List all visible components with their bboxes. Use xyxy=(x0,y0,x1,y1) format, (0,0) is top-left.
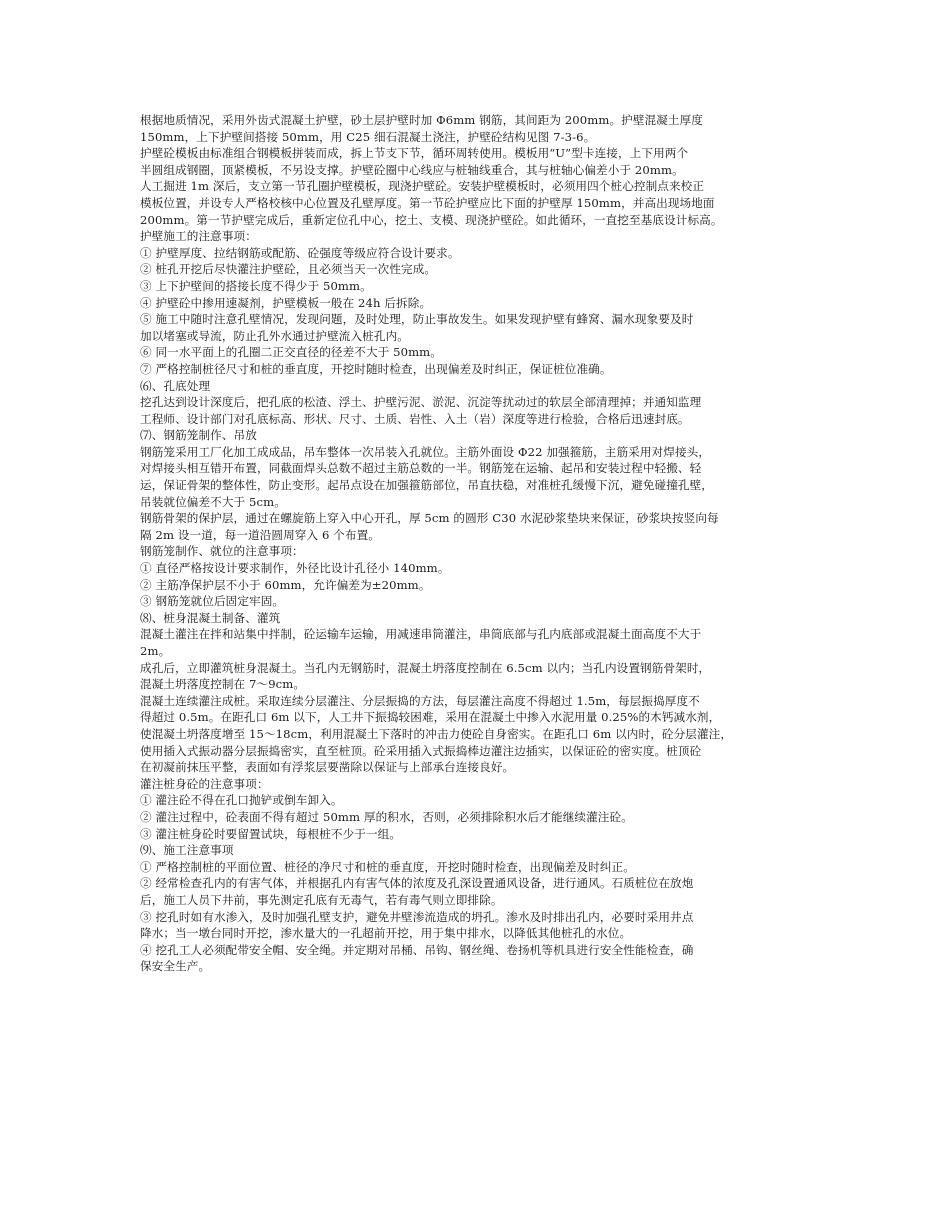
text-line: ③ 灌注桩身砼时要留置试块，每根桩不少于一组。 xyxy=(140,826,402,841)
text-line: 150mm，上下护壁间搭接 50mm，用 C25 细石混凝土浇注，护壁砼结构见图 7-3-6。 xyxy=(140,129,596,144)
text-line: ⑤ 施工中随时注意孔壁情况，发现问题，及时处理，防止事故发生。如果发现护壁有蜂窝、漏水现象要及时 xyxy=(140,312,694,327)
text-line: ⑺、钢筋笼制作、吊放 xyxy=(140,428,257,443)
text-line: ① 灌注砼不得在孔口抛铲或倒车卸入。 xyxy=(140,793,343,808)
text-line: 2m。 xyxy=(140,644,171,658)
text-line: 吊装就位偏差不大于 5cm。 xyxy=(140,494,286,509)
text-line: 隔 2m 设一道，每一道沿圆周穿入 6 个布置。 xyxy=(140,527,380,542)
text-line: ⑼、施工注意事项 xyxy=(140,843,234,858)
text-line: ④ 护壁砼中掺用速凝剂，护壁模板一般在 24h 后拆除。 xyxy=(140,295,432,310)
document-body xyxy=(140,112,816,975)
text-line: ② 桩孔开挖后尽快灌注护壁砼，且必须当天一次性完成。 xyxy=(140,262,437,277)
text-line: 保安全生产。 xyxy=(140,959,211,974)
text-line: 成孔后，立即灌筑桩身混凝土。当孔内无钢筋时，混凝土坍落度控制在 6.5cm 以内；当孔内设置钢筋骨架时， xyxy=(140,660,711,675)
text-line: 对焊接头相互错开布置，同截面焊头总数不超过主筋总数的一半。钢筋笼在运输、起吊和安装过程中轻搬、轻 xyxy=(140,461,702,476)
text-line: ① 护壁厚度、拉结钢筋或配筋、砼强度等级应符合设计要求。 xyxy=(140,245,460,260)
text-line: ① 直径严格按设计要求制作，外径比设计孔径小 140mm。 xyxy=(140,561,450,576)
text-line: 混凝土坍落度控制在 7～9cm。 xyxy=(140,677,306,692)
text-line: ② 主筋净保护层不小于 60mm，允许偏差为±20mm。 xyxy=(140,577,431,592)
text-line: 使混凝土坍落度增至 15～18cm，利用混凝土下落时的冲击力使砼自身密实。在距孔口 6m 以内时，砼分层灌注， xyxy=(140,726,733,741)
text-line: 后，施工人员下井前，事先测定孔底有无毒气，若有毒气则立即排除。 xyxy=(140,892,503,907)
text-line: 混凝土连续灌注成桩。采取连续分层灌注、分层振捣的方法，每层灌注高度不得超过 1.5m，每层振捣厚度不 xyxy=(140,693,700,708)
text-line: ③ 挖孔时如有水渗入，及时加强孔壁支护，避免井壁渗流造成的坍孔。渗水及时排出孔内，必要时采用井点 xyxy=(140,909,694,924)
text-line: 灌注桩身砼的注意事项： xyxy=(140,776,269,791)
text-line: 半圆组成钢圈，顶紧模板，不另设支撑。护壁砼圈中心线应与桩轴线重合，其与桩轴心偏差小于 20mm。 xyxy=(140,162,684,177)
text-line: ⑥ 同一水平面上的孔圈二正交直径的径差不大于 50mm。 xyxy=(140,345,442,360)
text-line: ⑻、桩身混凝土制备、灌筑 xyxy=(140,610,281,625)
text-line: ⑹、孔底处理 xyxy=(140,378,211,393)
text-line: 降水；当一墩台同时开挖，渗水量大的一孔超前开挖，用于集中排水，以降低其他桩孔的水位。 xyxy=(140,926,632,941)
text-line: ③ 钢筋笼就位后固定牢固。 xyxy=(140,594,285,609)
text-line: 钢筋骨架的保护层，通过在螺旋筋上穿入中心开孔，厚 5cm 的圆形 C30 水泥砂浆垫块来保证，砂浆块按竖向每 xyxy=(140,511,719,526)
text-line: ③ 上下护壁间的搭接长度不得少于 50mm。 xyxy=(140,278,372,293)
text-line: ② 经常检查孔内的有害气体，并根据孔内有害气体的浓度及孔深设置通风设备，进行通风。石质桩位在放炮 xyxy=(140,876,694,891)
text-line: ② 灌注过程中，砼表面不得有超过 50mm 厚的积水，否则，必须排除积水后才能继续灌注砼。 xyxy=(140,809,633,824)
text-line: 加以堵塞或导流，防止孔外水通过护壁流入桩孔内。 xyxy=(140,328,409,343)
text-line: 护壁砼模板由标准组合钢模板拼装而成，拆上节支下节，循环周转使用。模板用“U”型卡连接，上下用两个 xyxy=(140,146,689,161)
text-line: 混凝土灌注在拌和站集中拌制，砼运输车运输，用减速串筒灌注，串筒底部与孔内底部或混凝土面高度不大于 xyxy=(140,627,702,642)
text-line: 人工掘进 1m 深后，支立第一节孔圈护壁模板，现浇护壁砼。安装护壁模板时，必须用四个桩心控制点来校正 xyxy=(140,179,705,194)
text-line: 钢筋笼制作、就位的注意事项： xyxy=(140,544,304,559)
text-line: 护壁施工的注意事项： xyxy=(140,229,257,244)
text-line: 根据地质情况，采用外齿式混凝土护壁，砂土层护壁时加 Φ6mm 钢筋，其间距为 200mm。护壁混凝土厚度 xyxy=(140,113,703,127)
text-line: 得超过 0.5m。在距孔口 6m 以下，人工井下振捣较困难，采用在混凝土中掺入水泥用量 0.25%的木钙减水剂， xyxy=(140,710,721,725)
text-line: 运，保证骨架的整体性，防止变形。起吊点设在加强箍筋部位，吊直扶稳，对准桩孔缓慢下沉，避免碰撞孔壁， xyxy=(140,478,713,493)
text-line: 模板位置，并设专人严格校核中心位置及孔壁厚度。第一节砼护壁应比下面的护壁厚 150mm，并高出现场地面 xyxy=(140,195,715,210)
text-line: 钢筋笼采用工厂化加工成成品，吊车整体一次吊装入孔就位。主筋外面设 Φ22 加强箍筋，主筋采用对焊接头， xyxy=(140,444,711,459)
text-line: 工程师、设计部门对孔底标高、形状、尺寸、土质、岩性、入土（岩）深度等进行检验，合格后迅速封底。 xyxy=(140,411,690,426)
text-line: ⑦ 严格控制桩径尺寸和桩的垂直度，开挖时随时检查，出现偏差及时纠正，保证桩位准确。 xyxy=(140,361,612,376)
text-line: ① 严格控制桩的平面位置、桩径的净尺寸和桩的垂直度，开挖时随时检查，出现偏差及时纠正。 xyxy=(140,859,635,874)
text-line: 200mm。第一节护壁完成后，重新定位孔中心，挖土、支模、现浇护壁砼。如此循环，一直挖至基底设计标高。 xyxy=(140,212,723,227)
text-line: 挖孔达到设计深度后，把孔底的松渣、浮土、护壁污泥、淤泥、沉淀等扰动过的软层全部清理掉；并通知监理 xyxy=(140,395,702,410)
text-line: 使用插入式振动器分层振捣密实，直至桩顶。砼采用插入式振捣棒边灌注边插实，以保证砼的密实度。桩顶砼 xyxy=(140,743,702,758)
text-line: 在初凝前抹压平整，表面如有浮浆层要凿除以保证与上部承台连接良好。 xyxy=(140,760,515,775)
text-line: ④ 挖孔工人必须配带安全帽、安全绳。并定期对吊桶、吊钩、钢丝绳、卷扬机等机具进行安全性能检查，确 xyxy=(140,942,694,957)
